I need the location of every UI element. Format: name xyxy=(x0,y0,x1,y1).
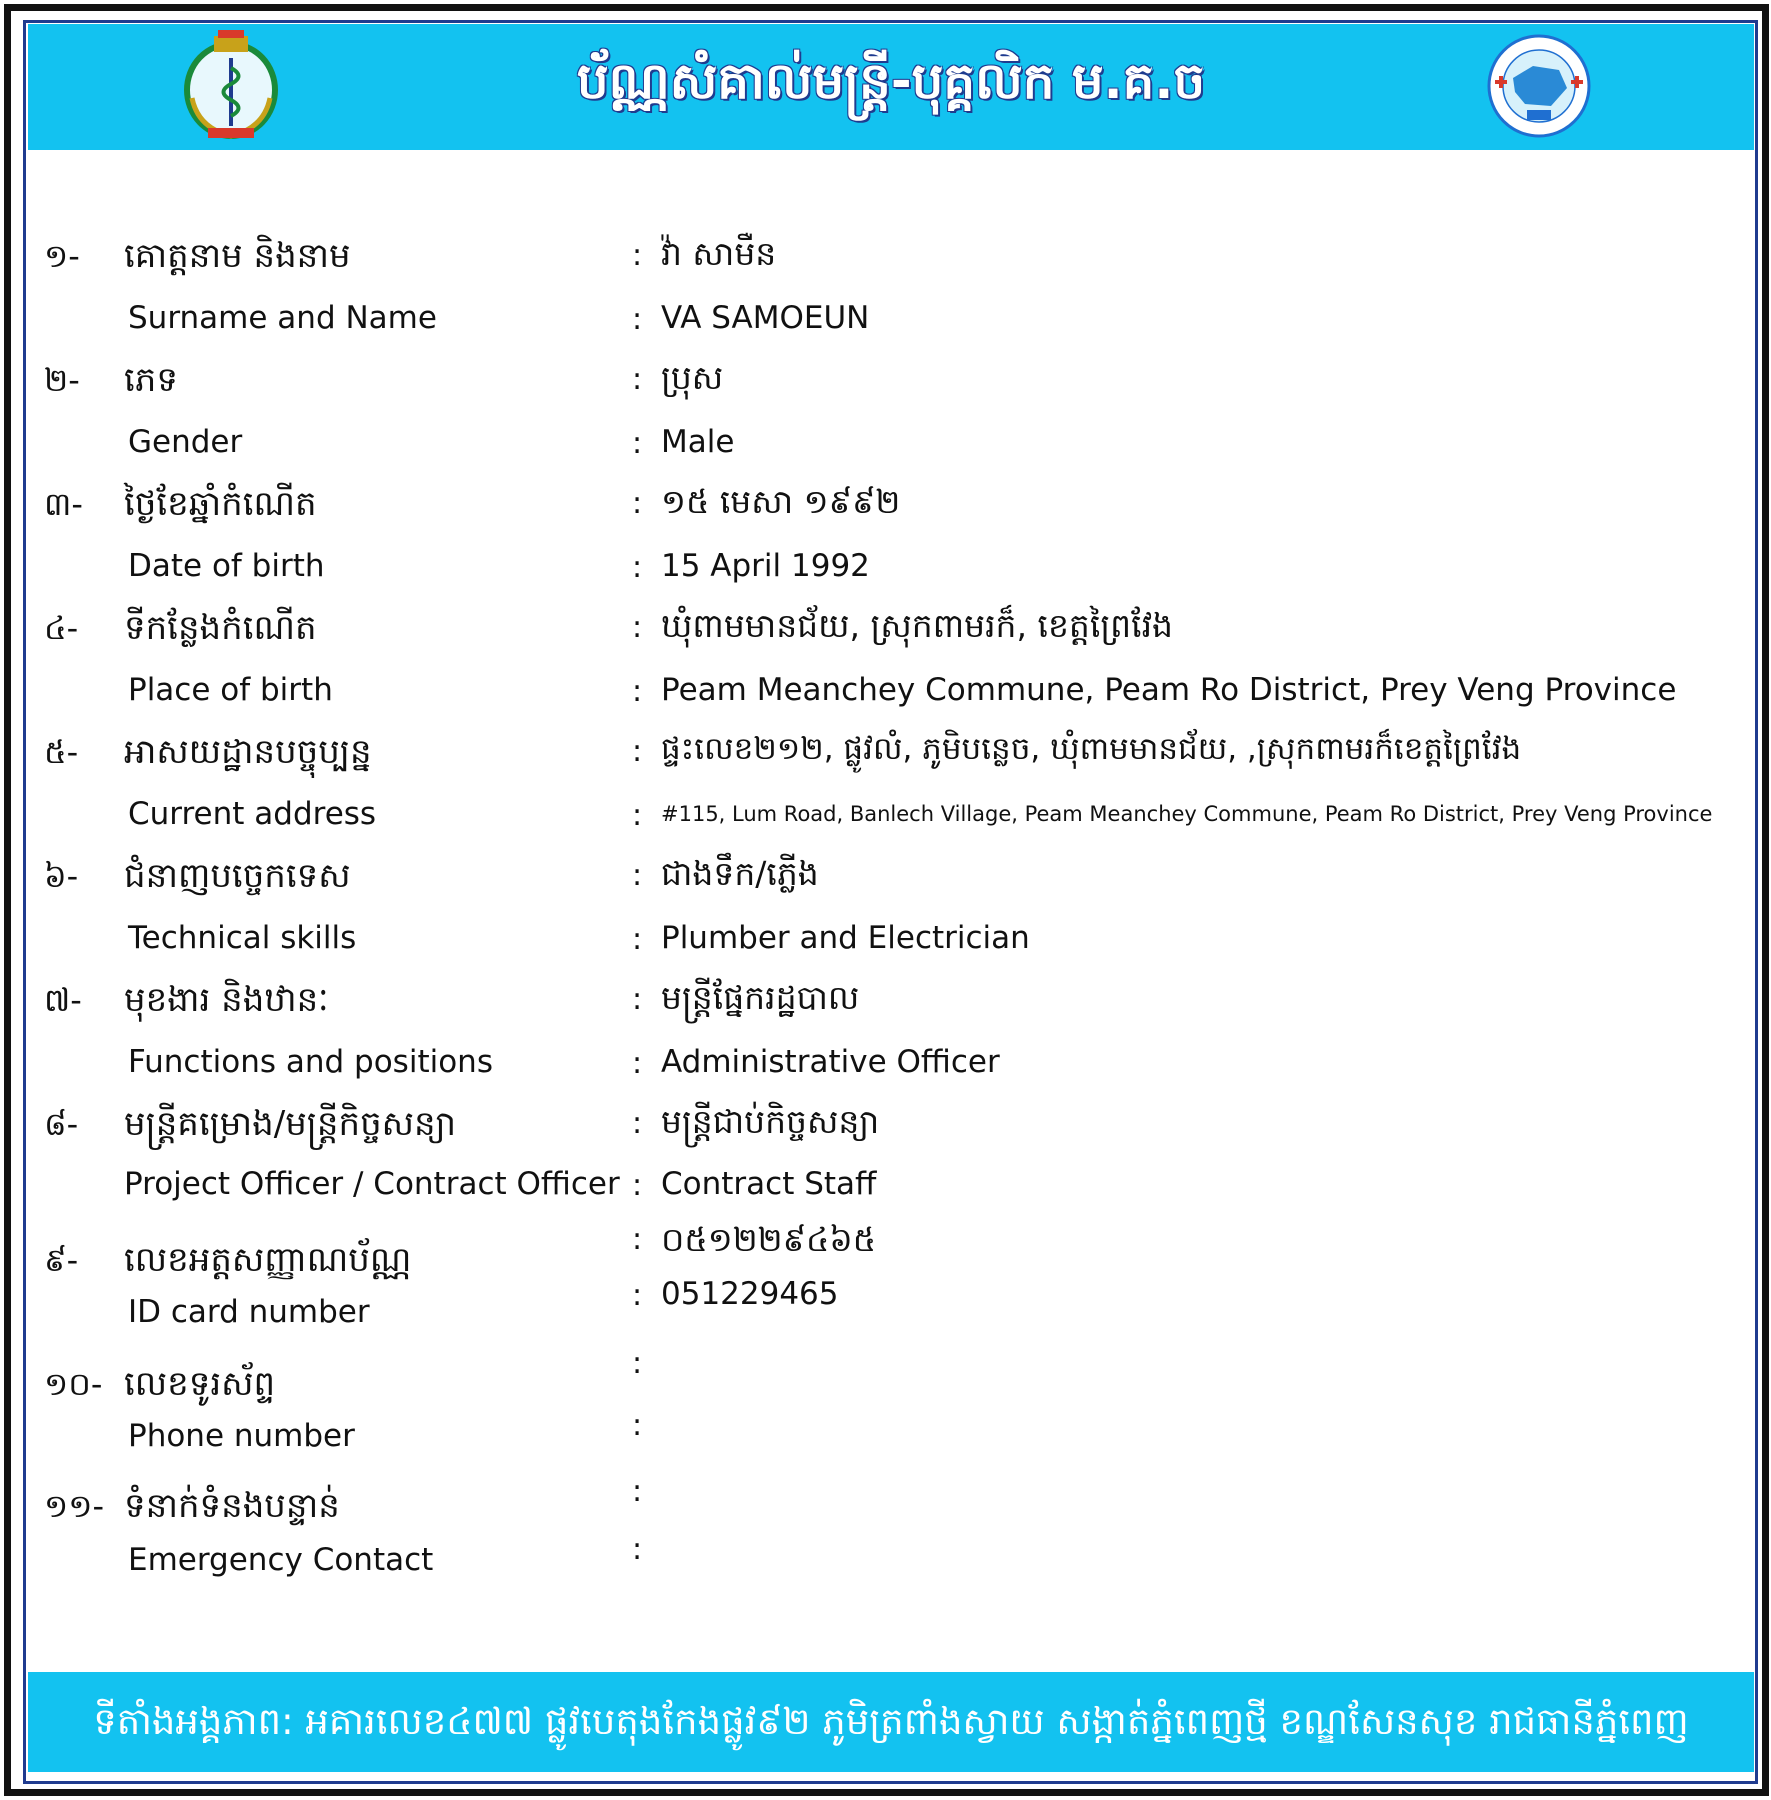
field-label-km: ទំនាក់ទំនងបន្ទាន់ xyxy=(124,1486,340,1526)
field-label-en: ID card number xyxy=(128,1294,370,1330)
field-number: ១០- xyxy=(44,1365,103,1403)
field-colon: : xyxy=(632,1278,643,1313)
field-colon: : xyxy=(632,550,643,585)
field-colon: : xyxy=(632,610,643,645)
field-value-en: #115, Lum Road, Banlech Village, Peam Meanchey Commune, Peam Ro District, Prey Veng Province xyxy=(661,802,1713,826)
field-label-km: ភេទ xyxy=(124,360,178,400)
field-value-km: ០៥១២២៩៤៦៥ xyxy=(661,1220,877,1259)
field-colon: : xyxy=(632,798,643,833)
field-number: ៤- xyxy=(44,609,79,647)
field-value-km: ឃុំពាមមានជ័យ, ស្រុកពាមរក៏, ខេត្តព្រៃវែង xyxy=(661,606,1173,645)
field-value-en: Male xyxy=(661,424,735,460)
organization-logo-icon xyxy=(1485,32,1593,140)
field-label-en: Emergency Contact xyxy=(128,1542,434,1578)
field-value-en: VA SAMOEUN xyxy=(661,300,870,336)
field-label-en: Place of birth xyxy=(128,672,333,708)
field-label-km: ថ្ងៃខែឆ្នាំកំណើត xyxy=(124,484,317,524)
field-label-km: ទីកន្លែងកំណើត xyxy=(124,608,317,648)
field-label-km: មន្ត្រីគម្រោង/មន្ត្រីកិច្ចសន្យា xyxy=(124,1104,457,1144)
field-label-en: Date of birth xyxy=(128,548,325,584)
field-number: ៨- xyxy=(44,1105,79,1143)
field-colon: : xyxy=(632,1408,643,1443)
field-label-km: អាសយដ្ឋានបច្ចុប្បន្ន xyxy=(124,732,372,772)
field-value-en: Plumber and Electrician xyxy=(661,920,1030,956)
field-colon: : xyxy=(632,1222,643,1257)
field-label-en: Project Officer / Contract Officer xyxy=(124,1166,620,1202)
field-label-en: Phone number xyxy=(128,1418,355,1454)
field-label-km: គោត្តនាម និងនាម xyxy=(124,236,351,276)
field-colon: : xyxy=(632,674,643,709)
field-label-km: ជំនាញបច្ចេកទេស xyxy=(124,856,351,896)
field-colon: : xyxy=(632,858,643,893)
field-number: ១១- xyxy=(44,1487,104,1525)
field-number: ៩- xyxy=(44,1241,79,1279)
field-colon: : xyxy=(632,1532,643,1567)
field-colon: : xyxy=(632,1474,643,1509)
field-value-km: មន្ត្រីផ្នែករដ្ឋបាល xyxy=(661,978,860,1017)
field-colon: : xyxy=(632,1346,643,1381)
field-number: ៧- xyxy=(44,981,82,1019)
field-label-en: Technical skills xyxy=(128,920,357,956)
ministry-emblem-icon xyxy=(178,28,284,144)
field-number: ៥- xyxy=(44,733,79,771)
field-colon: : xyxy=(632,734,643,769)
field-label-en: Surname and Name xyxy=(128,300,437,336)
field-colon: : xyxy=(632,1106,643,1141)
card-title: ប័ណ្ណសំគាល់មន្ត្រី-បុគ្គលិក ម.គ.ច xyxy=(576,52,1206,110)
field-label-km: លេខអត្តសញ្ញាណប័ណ្ណ xyxy=(124,1240,412,1280)
field-colon: : xyxy=(632,1046,643,1081)
field-value-km: ប្រុស xyxy=(661,358,724,397)
field-value-km: ជាងទឹក/ភ្លើង xyxy=(661,854,819,893)
field-colon: : xyxy=(632,486,643,521)
field-colon: : xyxy=(632,1168,643,1203)
field-value-en: Administrative Officer xyxy=(661,1044,1000,1080)
field-value-km: វ៉ា សាមឺន xyxy=(661,234,777,273)
field-label-km: មុខងារ និងឋានៈ xyxy=(124,980,329,1020)
field-colon: : xyxy=(632,302,643,337)
field-number: ១- xyxy=(44,237,80,275)
field-value-km: ផ្ទះលេខ២១២, ផ្លូវលំ, ភូមិបន្លេច, ឃុំពាមមានជ័យ, ,ស្រុកពាមរក៏ខេត្តព្រៃវែង xyxy=(661,731,1522,767)
field-colon: : xyxy=(632,362,643,397)
field-value-en: 051229465 xyxy=(661,1276,839,1312)
field-number: ៣- xyxy=(44,485,83,523)
field-value-km: ១៥ មេសា ១៩៩២ xyxy=(661,482,901,521)
field-colon: : xyxy=(632,238,643,273)
field-label-km: លេខទូរស័ព្ទ xyxy=(124,1364,276,1404)
field-colon: : xyxy=(632,426,643,461)
field-value-en: 15 April 1992 xyxy=(661,548,870,584)
field-value-en: Peam Meanchey Commune, Peam Ro District, Prey Veng Province xyxy=(661,672,1677,708)
footer-banner xyxy=(28,1672,1754,1772)
field-value-km: មន្ត្រីជាប់កិច្ចសន្យា xyxy=(661,1102,880,1141)
field-value-en: Contract Staff xyxy=(661,1166,877,1202)
field-label-en: Current address xyxy=(128,796,377,832)
field-label-en: Gender xyxy=(128,424,243,460)
office-address: ទីតាំងអង្គភាព: អគារលេខ៤៧៧ ផ្លូវបេតុងកែងផ្លូវ៩២ ភូមិត្រពាំងស្វាយ សង្កាត់ភ្នំពេញថ្មី ខណ្ឌសែនសុខ រាជធានីភ្នំពេញ xyxy=(93,1700,1689,1743)
field-colon: : xyxy=(632,922,643,957)
field-label-en: Functions and positions xyxy=(128,1044,493,1080)
field-number: ៦- xyxy=(44,857,79,895)
field-number: ២- xyxy=(44,361,80,399)
field-colon: : xyxy=(632,982,643,1017)
